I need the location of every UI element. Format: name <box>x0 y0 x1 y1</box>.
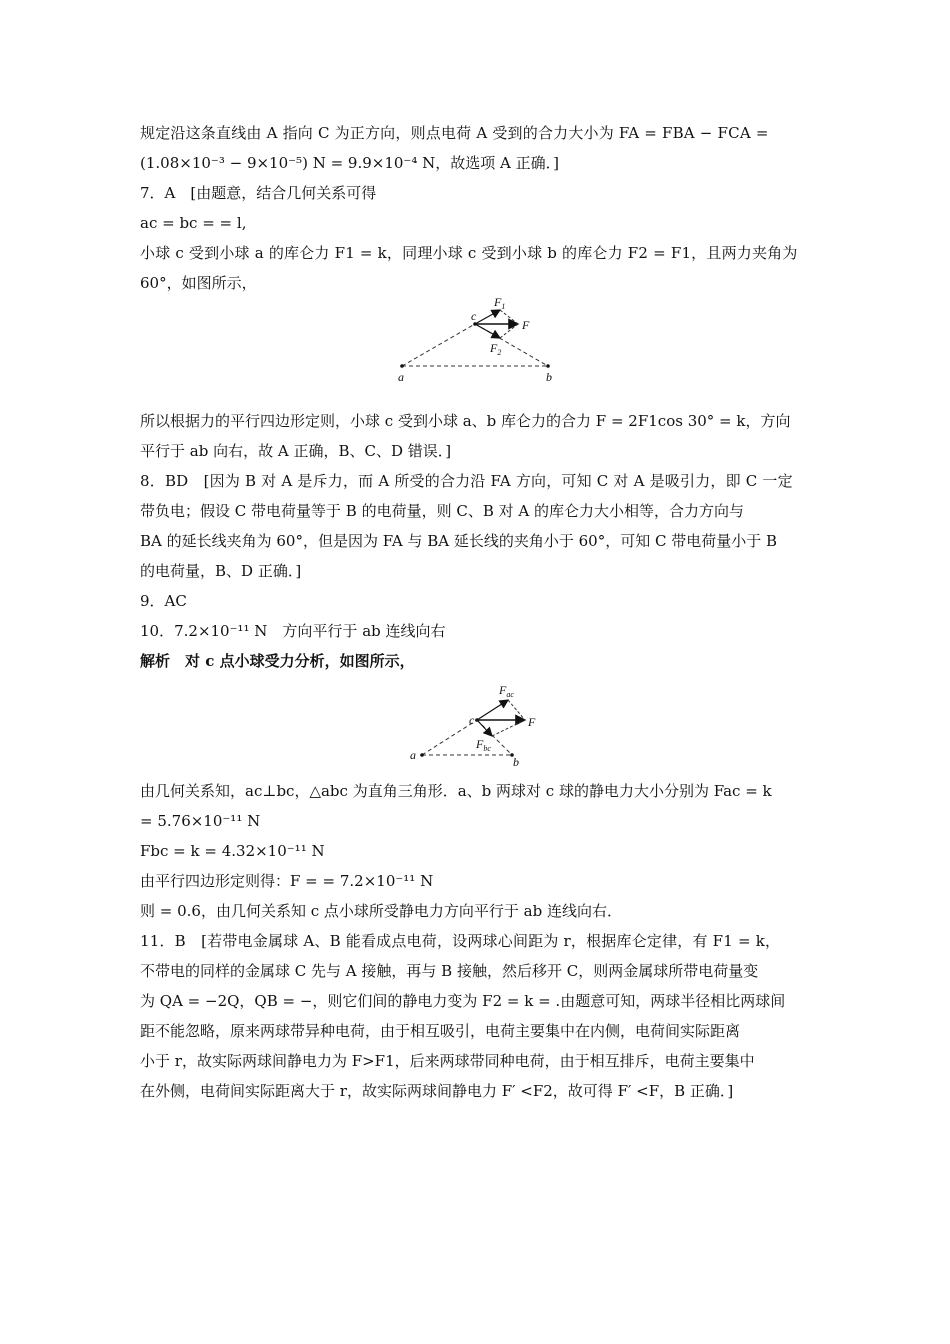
text-line: = 5.76×10⁻¹¹ N <box>140 812 261 830</box>
text-line: 距不能忽略，原来两球带异种电荷，由于相互吸引，电荷主要集中在内侧，电荷间实际距离 <box>140 1022 741 1040</box>
text-line: 8．BD [因为 B 对 A 是斥力，而 A 所受的合力沿 FA 方向，可知 C 对 A 是吸引力，即 C 一定 <box>140 472 793 490</box>
text-line: 9．AC <box>140 592 187 610</box>
label-a: a <box>398 370 404 384</box>
label-fac: $F_{ac}$ <box>499 683 514 699</box>
text-line: 解析 对 c 点小球受力分析，如图所示， <box>140 652 415 670</box>
label-fbc: $F_{bc}$ <box>476 737 491 753</box>
text-line: 小于 r，故实际两球间静电力为 F>F1，后来两球带同种电荷，由于相互排斥，电荷主要集中 <box>140 1052 755 1070</box>
fac-arrow <box>477 700 508 720</box>
f2-arrow <box>475 324 500 338</box>
parallelogram-side <box>500 324 518 338</box>
point-a <box>400 364 404 368</box>
text-line: ac = bc = = l, <box>140 214 247 232</box>
text-line: (1.08×10⁻³ − 9×10⁻⁵) N = 9.9×10⁻⁴ N，故选项 A 正确．] <box>140 154 559 172</box>
text-line: 7．A [由题意，结合几何关系可得 <box>140 184 377 202</box>
text-line: 11．B [若带电金属球 A、B 能看成点电荷，设两球心间距为 r，根据库仑定律，有 F1 = k， <box>140 932 781 950</box>
label-f1: $F_1$ <box>494 295 506 311</box>
text-line: 小球 c 受到小球 a 的库仑力 F1 = k，同理小球 c 受到小球 b 的库仑力 F2 = F1，且两力夹角为 <box>140 244 798 262</box>
point-b <box>546 364 550 368</box>
ac-dashed-line <box>402 324 475 366</box>
point-a <box>420 753 424 757</box>
text-line: BA 的延长线夹角为 60°，但是因为 FA 与 BA 延长线的夹角小于 60°，可知 C 带电荷量小于 B <box>140 532 778 550</box>
label-c: c <box>469 713 475 727</box>
text-line: 带负电；假设 C 带电荷量等于 B 的电荷量，则 C、B 对 A 的库仑力大小相等，合力方向与 <box>140 502 744 520</box>
text-line: 60°，如图所示， <box>140 274 257 292</box>
figure-force-diagram-2 <box>140 682 812 774</box>
text-line: 的电荷量，B、D 正确．] <box>140 562 302 580</box>
label-a: a <box>410 748 416 762</box>
text-line: 不带电的同样的金属球 C 先与 A 接触，再与 B 接触，然后移开 C，则两金属球所带电荷量变 <box>140 962 759 980</box>
label-f: F <box>528 715 536 729</box>
figure-force-diagram-1 <box>140 295 812 404</box>
label-c: c <box>471 309 477 323</box>
text-line: 规定沿这条直线由 A 指向 C 为正方向，则点电荷 A 受到的合力大小为 FA = FBA − FCA = <box>140 124 769 142</box>
parallelogram-side <box>508 700 525 720</box>
label-f2: $F_2$ <box>490 341 502 357</box>
text-line: 由平行四边形定则得：F = = 7.2×10⁻¹¹ N <box>140 872 434 890</box>
text-line: 在外侧，电荷间实际距离大于 r，故实际两球间静电力 F′ <F2，故可得 F′ <F，B 正确．] <box>140 1082 734 1100</box>
text-line: 为 QA = −2Q，QB = −，则它们间的静电力变为 F2 = k = .由题意可知，两球半径相比两球间 <box>140 992 786 1010</box>
diagram-svg <box>140 682 812 774</box>
parallelogram-side <box>500 310 518 324</box>
parallelogram-side <box>492 720 525 736</box>
text-line: 由几何关系知，ac⊥bc，△abc 为直角三角形．a、b 两球对 c 球的静电力大小分别为 Fac = k <box>140 782 772 800</box>
text-line: 所以根据力的平行四边形定则，小球 c 受到小球 a、b 库仑力的合力 F = 2F1cos 30° = k，方向 <box>140 412 791 430</box>
diagram-svg <box>140 295 812 404</box>
f1-arrow <box>475 310 500 324</box>
label-b: b <box>546 370 552 384</box>
fbc-arrow <box>477 720 492 736</box>
point-c <box>475 718 479 722</box>
text-line: 则 = 0.6，由几何关系知 c 点小球所受静电力方向平行于 ab 连线向右． <box>140 902 622 920</box>
label-f: F <box>522 318 530 332</box>
document-page <box>140 122 812 1110</box>
label-b: b <box>513 755 519 769</box>
text-line: Fbc = k = 4.32×10⁻¹¹ N <box>140 842 325 860</box>
text-line: 10．7.2×10⁻¹¹ N 方向平行于 ab 连线向右 <box>140 622 446 640</box>
text-line: 平行于 ab 向右，故 A 正确，B、C、D 错误．] <box>140 442 452 460</box>
